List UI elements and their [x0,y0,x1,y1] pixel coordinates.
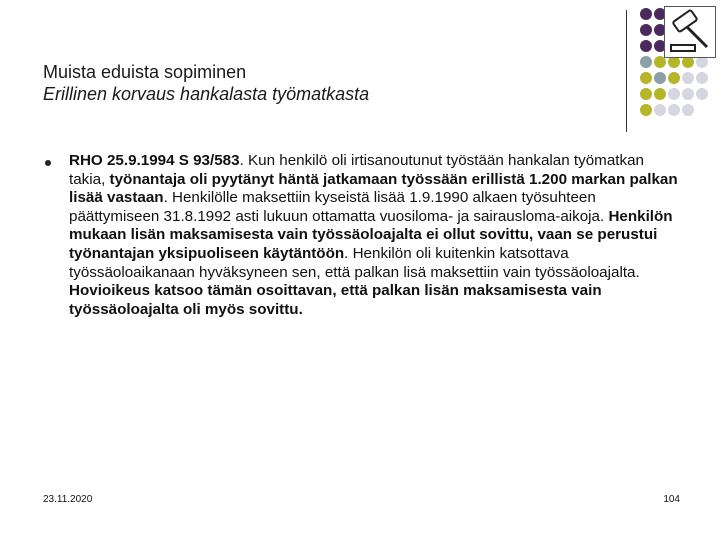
gavel-icon [664,6,716,58]
decorative-dot [640,88,652,100]
slide-title [43,61,603,105]
decorative-dot [640,104,652,116]
decorative-dot [668,104,680,116]
decorative-dot [640,24,652,36]
body-paragraph [69,152,681,319]
decorative-dot [682,104,694,116]
decorative-dot [654,72,666,84]
decorative-dot [696,88,708,100]
slide-subtitle: Erillinen korvaus hankalasta työmatkasta [43,84,370,104]
body-bold-run: työnantaja oli pyytänyt häntä jatkamaan työssään erillistä 1.200 markan palkan lisää vastaan [69,170,678,207]
decorative-divider [626,10,627,132]
decorative-dot [682,88,694,100]
decorative-dot [668,88,680,100]
footer-date: 23.11.2020 [43,494,93,505]
decorative-dot [654,104,666,116]
body-run: . Henkilölle maksettiin kyseistä lisää 1.9.1990 alkaen työsuhteen päättymiseen 31.8.1992 asti lukuun ottamatta vuosiloma- ja sairausloma-aikoja. [69,189,609,225]
decorative-dot [640,8,652,20]
decorative-dot [682,72,694,84]
decorative-dot [696,72,708,84]
decorative-dot [640,72,652,84]
body-run: . Henkilön oli kuitenkin katsottava työssäoloaikanaan hyväksyneen sen, että palkan lisä maksettiin vain työssäoloajalta. [69,244,640,281]
body-run: . Kun henkilö oli irtisanoutunut työstään hankalan työmatkan takia, [69,152,644,188]
body-bold-run: RHO 25.9.1994 S 93/583 [69,152,240,169]
body-bold-run: Hovioikeus katsoo tämän osoittavan, että palkan lisän maksamisesta vain työssäoloajalta oli myös sovittu. [69,282,602,318]
decorative-dot [668,72,680,84]
body-bold-run: Henkilön mukaan lisän maksamisesta vain työssäoloajalta ei ollut sovittu, vaan se perustui työnantajan yksipuoliseen käytäntöön [69,207,673,262]
decorative-dot [640,40,652,52]
decorative-dot [654,88,666,100]
page-number: 104 [663,494,680,505]
bullet-point [45,160,51,166]
slide-title-line-1: Muista eduista sopiminen [43,62,247,82]
decorative-dot [640,56,652,68]
